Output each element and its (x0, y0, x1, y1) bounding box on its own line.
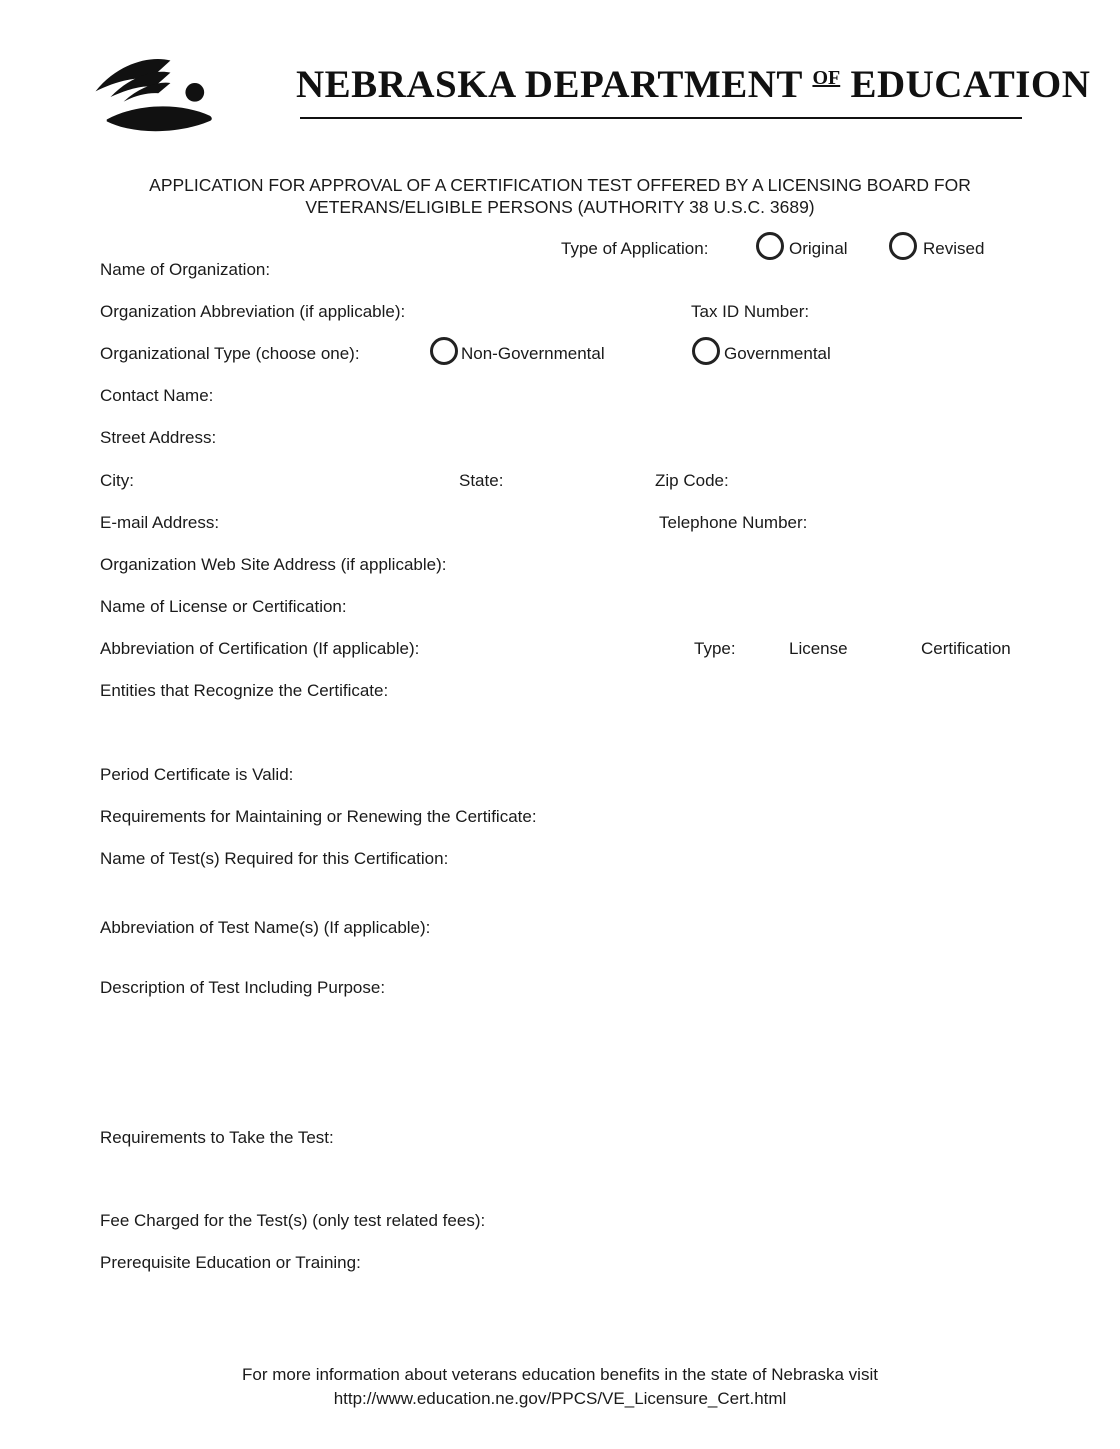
org-website-label: Organization Web Site Address (if applicable): (100, 555, 447, 574)
license-option-label[interactable]: License (789, 639, 848, 658)
non-governmental-label: Non-Governmental (461, 344, 605, 363)
nde-bird-book-icon (88, 131, 266, 148)
original-label: Original (789, 239, 848, 258)
tax-id-number-label: Tax ID Number: (691, 302, 810, 321)
certification-option-label[interactable]: Certification (921, 639, 1011, 658)
header-rule (300, 117, 1022, 119)
description-of-test-label: Description of Test Including Purpose: (100, 978, 386, 997)
requirements-maintaining-label: Requirements for Maintaining or Renewing the Certificate: (100, 807, 537, 826)
requirements-to-take-label: Requirements to Take the Test: (100, 1128, 334, 1147)
governmental-radio[interactable] (692, 337, 720, 365)
agency-title-main: NEBRASKA DEPARTMENT (296, 63, 803, 106)
non-governmental-radio[interactable] (430, 337, 458, 365)
footer-info-text: For more information about veterans education benefits in the state of Nebraska visit (242, 1365, 878, 1384)
name-of-tests-label: Name of Test(s) Required for this Certification: (100, 849, 449, 868)
city-label: City: (100, 471, 134, 490)
agency-title (296, 62, 1091, 107)
type-of-application-label: Type of Application: (561, 239, 709, 258)
organization-abbreviation-label: Organization Abbreviation (if applicable): (100, 302, 406, 321)
zip-code-label: Zip Code: (655, 471, 729, 490)
revised-radio[interactable] (889, 232, 917, 260)
footer-url: http://www.education.ne.gov/PPCS/VE_Licensure_Cert.html (333, 1389, 787, 1408)
type-label: Type: (694, 639, 736, 658)
agency-title-end: EDUCATION (850, 63, 1091, 106)
abbreviation-of-certification-label: Abbreviation of Certification (If applicable): (100, 639, 420, 658)
form-title-line2: VETERANS/ELIGIBLE PERSONS (AUTHORITY 38 U.S.C. 3689) (305, 197, 815, 217)
fee-charged-label: Fee Charged for the Test(s) (only test related fees): (100, 1211, 486, 1230)
contact-name-label: Contact Name: (100, 386, 214, 405)
organizational-type-label: Organizational Type (choose one): (100, 344, 360, 363)
state-label: State: (459, 471, 504, 490)
name-of-organization-label: Name of Organization: (100, 260, 271, 279)
original-radio[interactable] (756, 232, 784, 260)
email-address-label: E-mail Address: (100, 513, 220, 532)
period-valid-label: Period Certificate is Valid: (100, 765, 294, 784)
telephone-number-label: Telephone Number: (659, 513, 808, 532)
governmental-label: Governmental (724, 344, 831, 363)
agency-title-of: OF (812, 67, 841, 89)
nde-logo (88, 50, 266, 149)
form-title-line1: APPLICATION FOR APPROVAL OF A CERTIFICATION TEST OFFERED BY A LICENSING BOARD FOR (149, 175, 971, 195)
prerequisite-label: Prerequisite Education or Training: (100, 1253, 361, 1272)
name-of-license-label: Name of License or Certification: (100, 597, 347, 616)
entities-recognize-label: Entities that Recognize the Certificate: (100, 681, 389, 700)
abbreviation-of-tests-label: Abbreviation of Test Name(s) (If applicable): (100, 918, 431, 937)
street-address-label: Street Address: (100, 428, 217, 447)
revised-label: Revised (923, 239, 985, 258)
